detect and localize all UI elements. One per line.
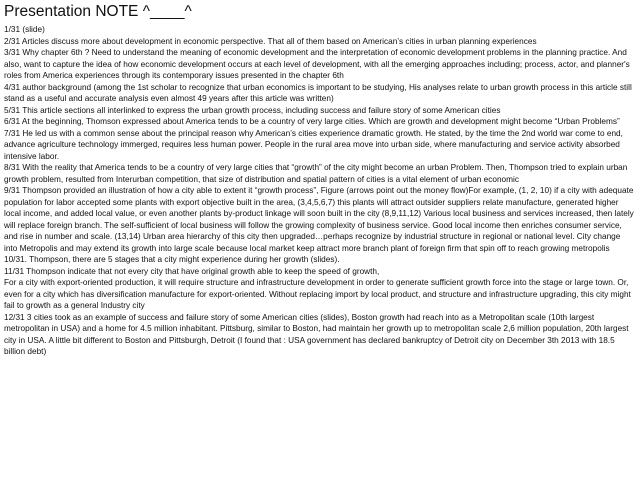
note-paragraph-slide-3: 3/31 Why chapter 6th ? Need to understand the meaning of economic development and the interpretation of economic development problems in the planning practice. And also, want to capture the idea of how economic development occurs at each level of development, with all the emerging approaches including; process, actor, and planner's roles from America experiences through its contemporary issues presented in the chapter 6th [4,48,630,80]
note-paragraph-export-city: For a city with export-oriented production, it will require structure and infrastructure development in order to generate sufficient growth force into the stage or large town. Or, even for a city which has diversification manufacture for export-oriented. Without replacing import by local product, and structure and infrastructure upgrading, this city might fail to growth as a general Industry city [4,278,631,310]
note-paragraph-slide-6: 6/31 At the beginning, Thomson expressed about America tends to be a country of very large cities. Which are growth and development might become “Urban Problems” [4,117,620,126]
document-title: Presentation NOTE ^____^ [4,3,192,20]
note-paragraph-slide-2: 2/31 Articles discuss more about development in economic perspective. That all of them based on American’s cities in urban planning experiences [4,36,537,46]
note-paragraph-slide-9: 9/31 Thompson provided an illustration of how a city able to extent it “growth process”, Figure (arrows point out the money flow)For example, (1, 2, 10) if a city with adequate population for labor accepted some plants with export objective built in the area, (3,4,5,6,7) this plants will attract outsider suppliers relate manufacture, generated higher local income, and added local value, or even another plants by-product linkage will soon built in the city (8,9,11,12) Various local business and services increased, then lately will replace foreign branch. The self-sufficient of local business will follow the growing complexity of business service. Good local income then enriches consumer service, and rise in number and scale. (13,14) Urban area hierarchy of this city then upgraded…perhaps recognize by industrial structure in regional or national level. City change into Metropolis and may extend its growth into large scale because local market keep attract more branch plant of foreign firm that spin off to reach growing metropolis [4,186,634,253]
note-paragraph-slide-8: 8/31 With the reality that America tends to be a country of very large cities that “growth” of the city might become an urban Problem. Then, Thompson tried to explain urban growth problem, resulted from Interurban competition, that size of distribution and spatial pattern of cities is a vital element of urban economic [4,163,628,184]
presentation-note-document [4,2,634,358]
note-paragraph-slide-10: 10/31. Thompson, there are 5 stages that a city might experience during her growth (slides). [4,255,340,264]
note-paragraph-slide-1: 1/31 (slide) [4,25,45,34]
note-paragraph-slide-4: 4/31 author background (among the 1st scholar to recognize that urban economics is important to be studying, His analyses relate to urban growth process in this article still stand as a useful and accurate analysis even almost 49 years after this article was written) [4,82,632,103]
note-paragraph-slide-5: 5/31 This article sections all interlinked to express the urban growth process, including success and failure story of some American cities [4,105,501,115]
note-paragraph-slide-12: 12/31 3 cities took as an example of success and failure story of some American cities (slides), Boston growth had reach into as a Metropolitan scale (10th largest metropolitan in USA) and a home for 4.5 million inhabitant. Pittsburg, similar to Boston, had maintain her growth up to metropolitan scale 2,6 million population, 20th largest city in USA. A little bit different to Boston and Pittsburgh, Detroit (I found that : USA government has declared bankruptcy of Detroit city on December 3th 2013 with 18.5 billion debt) [4,312,629,356]
note-paragraph-slide-7: 7/31 He led us with a common sense about the principal reason why American’s cities experience dramatic growth. He stated, by the time the 2nd world war come to end, advance agriculture technology immerged, requires less human power. People in the rural area move into urban side, where manufacturing and service activity absorbed intensive labor. [4,128,623,161]
note-paragraph-slide-11: 11/31 Thompson indicate that not every city that have original growth able to keep the speed of growth, [4,266,380,276]
document-body [4,24,634,358]
